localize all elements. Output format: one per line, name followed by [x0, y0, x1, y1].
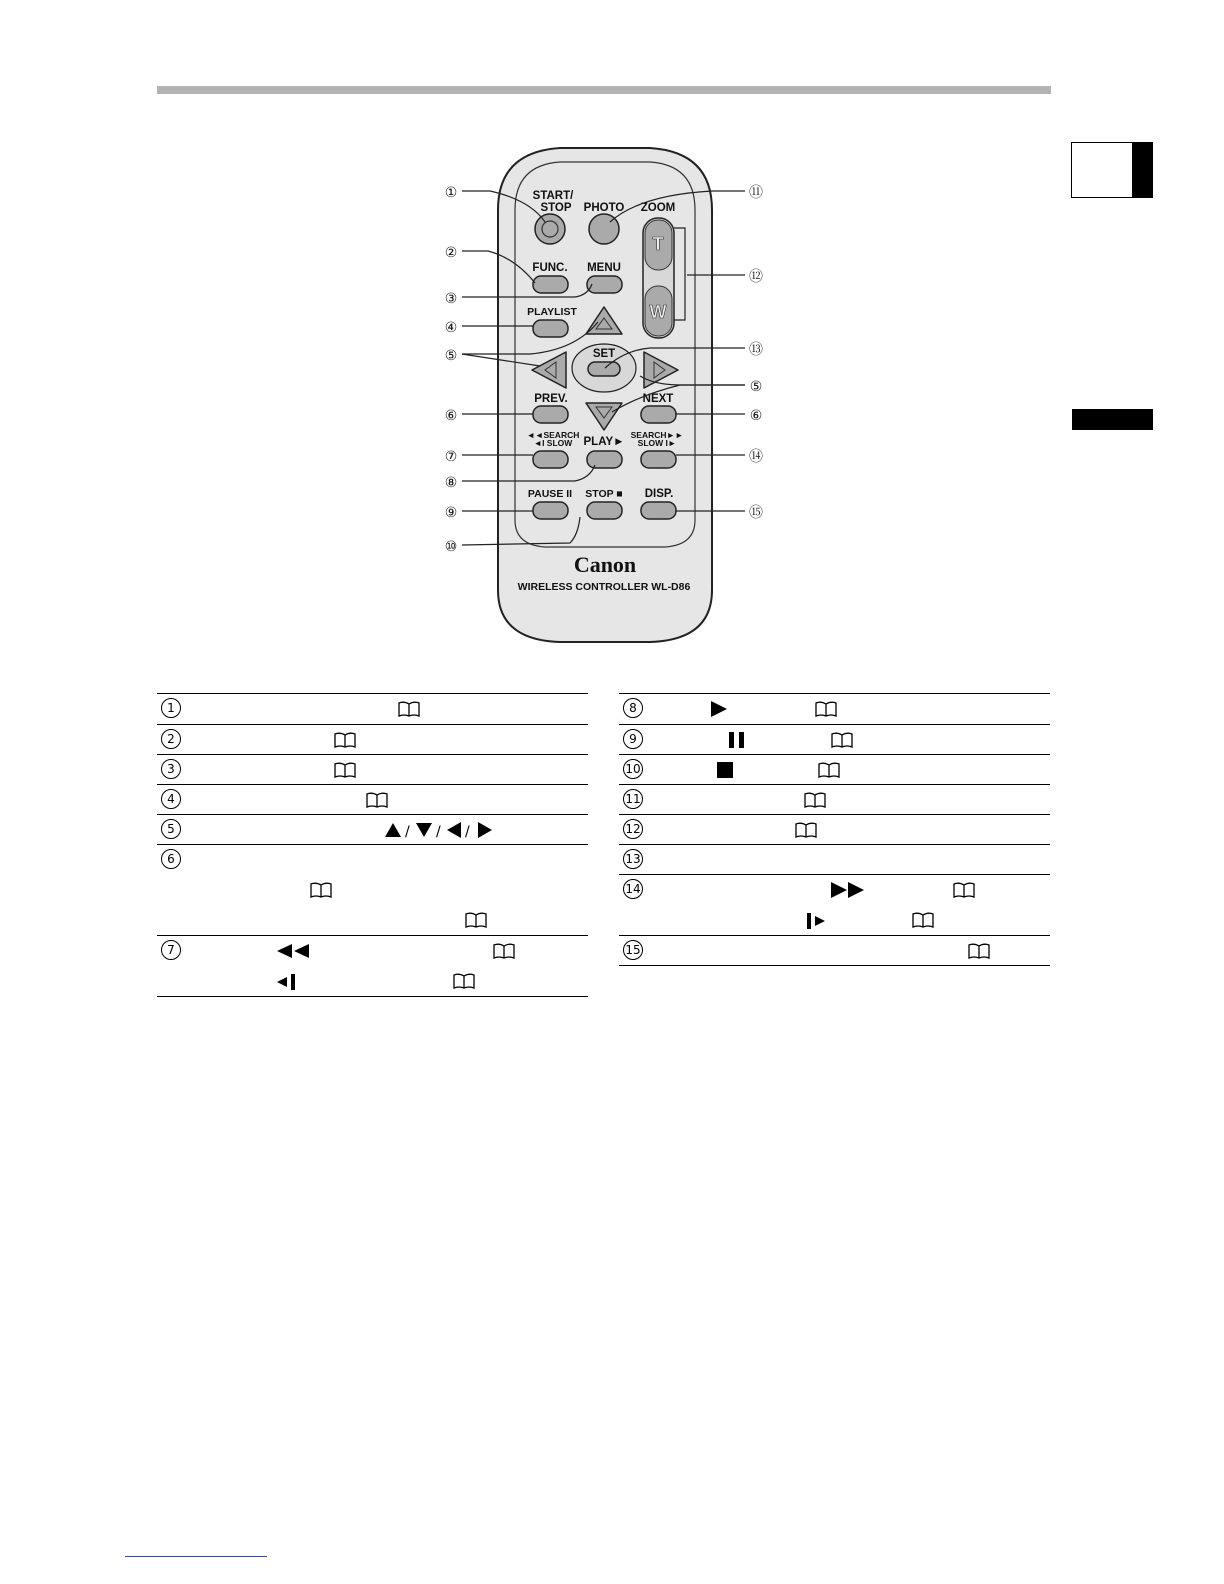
label-start: START/ — [532, 190, 574, 202]
label-zoom: ZOOM — [640, 202, 676, 214]
rewind-icon — [275, 943, 311, 959]
label-playlist: PLAYLIST — [527, 306, 577, 318]
book-reference-icon — [815, 701, 837, 717]
callout-5: ⑤ — [444, 348, 458, 364]
callout-4: ④ — [444, 320, 458, 336]
search-fwd-button — [641, 451, 676, 468]
callout-7: ⑦ — [444, 449, 458, 465]
pause-button — [533, 502, 568, 519]
row-number: 2 — [161, 729, 181, 749]
model-label: WIRELESS CONTROLLER WL-D86 — [517, 581, 691, 593]
row-number: 10 — [623, 759, 643, 779]
label-stop: STOP — [540, 202, 572, 214]
table-row — [157, 754, 588, 784]
play-icon — [710, 700, 728, 718]
callout-6b: ⑥ — [749, 408, 763, 424]
book-reference-icon — [366, 792, 388, 808]
table-row — [157, 784, 588, 814]
callout-11: ⑪ — [749, 185, 763, 201]
label-search-rev: ◄◄SEARCH — [526, 430, 580, 440]
search-rev-button — [533, 451, 568, 468]
label-pause: PAUSE II — [527, 488, 573, 500]
row-number: 8 — [623, 698, 643, 718]
book-reference-icon — [465, 912, 487, 928]
book-reference-icon — [818, 762, 840, 778]
book-reference-icon — [453, 973, 475, 989]
callout-3: ③ — [444, 291, 458, 307]
remote-controller-illustration — [0, 0, 1224, 700]
label-search-fwd: SEARCH►► — [630, 430, 684, 440]
callout-2: ② — [444, 245, 458, 261]
svg-text:/: / — [436, 824, 441, 839]
callout-13: ⑬ — [749, 342, 763, 358]
next-button — [641, 406, 676, 423]
callout-14: ⑭ — [749, 449, 763, 465]
row-number: 12 — [623, 819, 643, 839]
table-row — [157, 844, 588, 935]
table-row — [619, 814, 1050, 844]
button-table-left — [157, 693, 588, 997]
book-reference-icon — [334, 732, 356, 748]
stop-icon — [716, 761, 734, 779]
book-reference-icon — [804, 792, 826, 808]
table-row — [157, 935, 588, 997]
label-slow-fwd: SLOW I► — [637, 438, 677, 448]
table-row — [157, 814, 588, 844]
slow-reverse-icon — [275, 973, 299, 991]
label-next: NEXT — [642, 393, 674, 405]
table-row — [619, 874, 1050, 935]
table-row — [619, 935, 1050, 966]
button-table-right — [619, 693, 1050, 966]
label-stop-btn: STOP ■ — [585, 488, 623, 500]
row-number: 15 — [623, 940, 643, 960]
row-number: 4 — [161, 789, 181, 809]
book-reference-icon — [795, 822, 817, 838]
book-reference-icon — [398, 701, 420, 717]
label-set: SET — [592, 348, 616, 360]
svg-text:/: / — [405, 824, 410, 839]
book-reference-icon — [310, 882, 332, 898]
table-row — [157, 724, 588, 754]
stop-button — [587, 502, 622, 519]
row-number: 5 — [161, 819, 181, 839]
label-disp: DISP. — [644, 488, 674, 500]
slow-forward-icon — [805, 912, 829, 930]
label-photo: PHOTO — [583, 202, 625, 214]
svg-text:/: / — [465, 824, 470, 839]
row-number: 3 — [161, 759, 181, 779]
callout-9: ⑨ — [444, 505, 458, 521]
prev-button — [533, 406, 568, 423]
label-slow-rev: ◄I SLOW — [533, 438, 573, 448]
label-menu: MENU — [587, 262, 621, 274]
table-row — [619, 693, 1050, 724]
row-number: 9 — [623, 729, 643, 749]
row-number: 14 — [623, 879, 643, 899]
book-reference-icon — [968, 943, 990, 959]
book-reference-icon — [953, 882, 975, 898]
row-number: 13 — [623, 849, 643, 869]
play-button — [587, 451, 622, 468]
callout-1: ① — [444, 185, 458, 201]
row-number: 7 — [161, 940, 181, 960]
start-stop-button — [535, 214, 565, 244]
table-row — [619, 784, 1050, 814]
table-row — [157, 693, 588, 724]
label-func: FUNC. — [532, 262, 568, 274]
pause-icon — [728, 731, 746, 749]
table-row — [619, 724, 1050, 754]
book-reference-icon — [334, 762, 356, 778]
book-reference-icon — [493, 943, 515, 959]
arrow-keys-icon — [383, 821, 497, 839]
callout-12: ⑫ — [749, 269, 763, 285]
callout-8: ⑧ — [444, 475, 458, 491]
disp-button — [641, 502, 676, 519]
fast-forward-icon — [830, 881, 866, 899]
set-button — [588, 362, 620, 376]
footer-link-underline — [125, 1556, 267, 1557]
row-number: 11 — [623, 789, 643, 809]
table-row — [619, 844, 1050, 874]
book-reference-icon — [831, 732, 853, 748]
zoom-t-label: T — [652, 234, 664, 254]
label-play: PLAY► — [583, 436, 625, 448]
callout-5b: ⑤ — [749, 379, 763, 395]
row-number: 1 — [161, 698, 181, 718]
row-number: 6 — [161, 849, 181, 869]
callout-15: ⑮ — [749, 505, 763, 521]
func-button — [533, 276, 568, 293]
label-prev: PREV. — [534, 393, 568, 405]
book-reference-icon — [912, 912, 934, 928]
zoom-w-label: W — [649, 302, 667, 322]
callout-10: ⑩ — [444, 539, 458, 555]
table-row — [619, 754, 1050, 784]
brand-logo: Canon — [573, 552, 637, 577]
callout-6: ⑥ — [444, 408, 458, 424]
playlist-button — [533, 320, 568, 337]
